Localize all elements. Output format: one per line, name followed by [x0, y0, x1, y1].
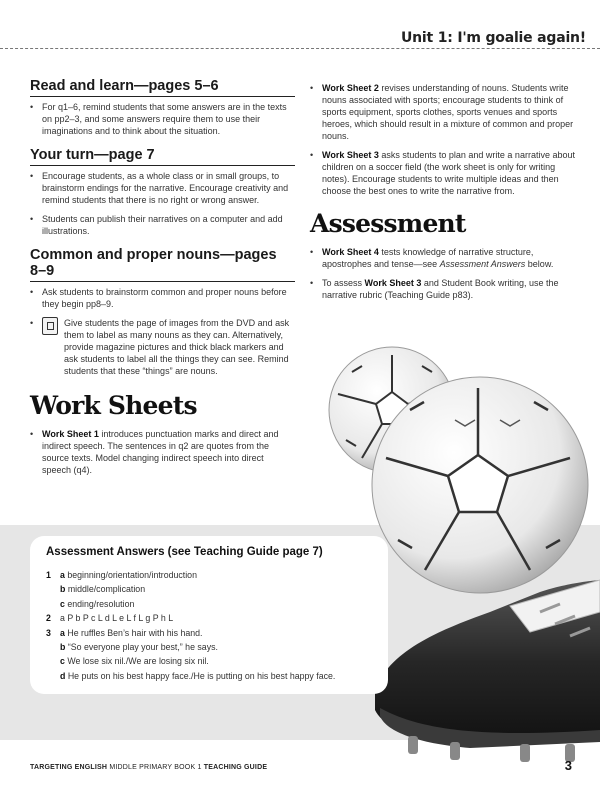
- unit-title: Unit 1: I'm goalie again!: [401, 30, 586, 46]
- ws2-label: Work Sheet 2: [322, 83, 379, 93]
- answer-text: We lose six nil./We are losing six nil.: [67, 656, 209, 667]
- ws3-label: Work Sheet 3: [322, 150, 379, 160]
- heading-assessment: Assessment: [310, 209, 466, 238]
- answer-text: a beginning/orientation/introduction: [60, 570, 197, 580]
- answer-row: b middle/complication: [60, 584, 146, 595]
- ws1-text: introduces punctuation marks and direct and indirect speech. The sentences in q2 are quotes from the source texts. Model changing indirect speech into direct speech (q4).: [42, 429, 279, 475]
- ws2-text: revises understanding of nouns. Students write nouns associated with sports; encourage students to think of sports equipment, sports clothes, sports venues and sports heroes, which should result in a mixture of common and proper nouns.: [322, 83, 574, 141]
- answer-text: a He ruffles Ben’s hair with his hand.: [60, 627, 203, 638]
- assess-label: Work Sheet 3: [364, 278, 422, 288]
- football-boot: [375, 580, 600, 762]
- heading-work-sheets: Work Sheets: [30, 391, 197, 420]
- ws4-text: tests knowledge of narrative structure, apostrophes and tense—see: [322, 247, 534, 269]
- heading-read-learn: Read and learn—pages 5–6: [30, 78, 295, 97]
- answers-list: [46, 568, 335, 683]
- answer-number: 2: [46, 613, 51, 624]
- answers-title: Assessment Answers (see Teaching Guide page 7): [46, 546, 323, 558]
- footer: [30, 764, 267, 771]
- footer-middle: MIDDLE PRIMARY BOOK 1: [107, 764, 204, 771]
- list-item: • Ask students to brainstorm common and proper nouns before they begin pp8–9.: [30, 286, 295, 310]
- answer-row: c We lose six nil./We are losing six nil.: [60, 656, 209, 667]
- answer-row: [46, 568, 335, 582]
- answer-row: d He puts on his best happy face./He is putting on his best happy face.: [60, 670, 336, 681]
- assess-pre: To assess: [322, 278, 365, 288]
- heading-nouns: Common and proper nouns—pages 8–9: [30, 247, 295, 282]
- answer-text: He puts on his best happy face./He is putting on his best happy face.: [67, 670, 336, 681]
- list-item-text: Give students the page of images from the DVD and ask them to label as many nouns as they can. Alternatively, provide magazine pictures and thick black markers and ask students to label all the things they can see. Remind students that these “things” are nouns.: [64, 318, 290, 376]
- list-item: • Students can publish their narratives on a computer and add illustrations.: [30, 213, 295, 237]
- ws1-label: Work Sheet 1: [42, 429, 99, 439]
- list-item: • For q1–6, remind students that some answers are in the texts on pp2–3, and some answers require them to use their imaginations and to think about the situation.: [30, 101, 295, 137]
- ws3-text: asks students to plan and write a narrative about children on a soccer field (the work sheet is only for writing notes). Encourage students to write multiple ideas and then choose the best ones to write the narrative from.: [322, 150, 575, 196]
- answer-row: [46, 626, 335, 640]
- answer-number: 3: [46, 627, 51, 638]
- answer-number: 1: [46, 570, 51, 580]
- answer-text: ending/resolution: [67, 598, 135, 609]
- list-item: • Encourage students, as a whole class or in small groups, to brainstorm endings for the narrative. Encourage creativity and remind students that there is no right or wrong answer.: [30, 170, 295, 206]
- assess-text: and Student Book writing, use the narrative rubric (Teaching Guide p83).: [322, 278, 559, 300]
- ws4-end: below.: [525, 259, 554, 269]
- heading-your-turn: Your turn—page 7: [30, 147, 295, 166]
- ws4-label: Work Sheet 4: [322, 247, 379, 257]
- ws4-italic: Assessment Answers: [439, 259, 526, 269]
- answer-row: c ending/resolution: [60, 598, 135, 609]
- footer-guide: TEACHING GUIDE: [203, 764, 268, 771]
- answer-row: b “So everyone play your best,” he says.: [60, 642, 218, 653]
- footer-brand: TARGETING ENGLISH: [30, 764, 108, 771]
- answer-text: middle/complication: [67, 584, 146, 595]
- answer-text: “So everyone play your best,” he says.: [67, 642, 218, 653]
- soccer-ball-large: [372, 377, 588, 593]
- answer-text: a P b P c L d L e L f L g P h L: [60, 613, 174, 624]
- page-number: 3: [564, 758, 572, 773]
- assessment-answers-box: [30, 536, 388, 694]
- answer-row: [46, 611, 335, 625]
